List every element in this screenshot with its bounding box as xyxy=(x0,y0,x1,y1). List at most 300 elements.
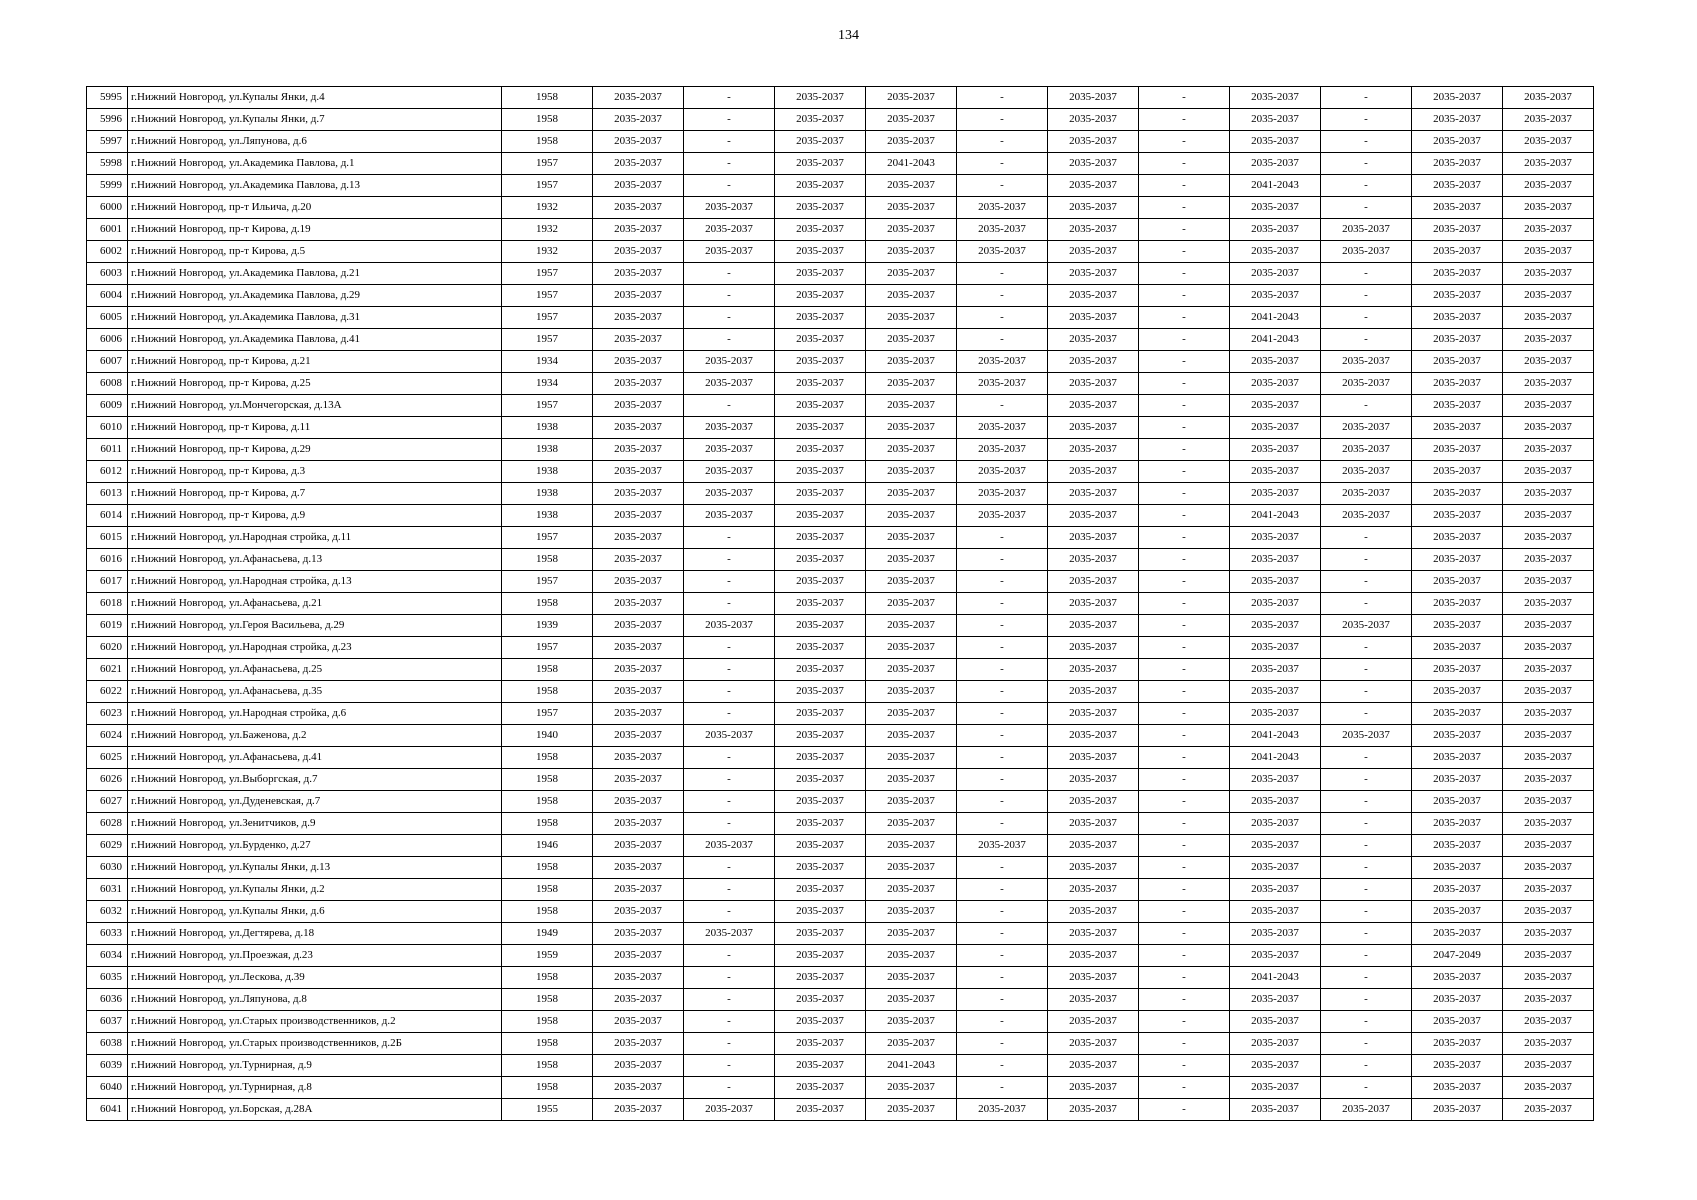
period-cell: 2035-2037 xyxy=(775,1055,866,1077)
period-cell: 2035-2037 xyxy=(1230,615,1321,637)
period-cell: 2035-2037 xyxy=(957,417,1048,439)
period-cell: 2035-2037 xyxy=(1230,791,1321,813)
period-cell: 2035-2037 xyxy=(1230,901,1321,923)
period-cell: 2035-2037 xyxy=(1412,131,1503,153)
period-cell: - xyxy=(957,1055,1048,1077)
period-cell: 2035-2037 xyxy=(1230,373,1321,395)
period-cell: 2035-2037 xyxy=(866,1011,957,1033)
period-cell: 2035-2037 xyxy=(593,219,684,241)
period-cell: - xyxy=(1139,87,1230,109)
period-cell: 2035-2037 xyxy=(775,351,866,373)
period-cell: 2035-2037 xyxy=(1503,923,1594,945)
period-cell: - xyxy=(1321,747,1412,769)
period-cell: - xyxy=(957,263,1048,285)
period-cell: 2035-2037 xyxy=(684,417,775,439)
period-cell: 2035-2037 xyxy=(593,263,684,285)
period-cell: 2035-2037 xyxy=(684,835,775,857)
period-cell: 2035-2037 xyxy=(1048,395,1139,417)
period-cell: 2035-2037 xyxy=(866,131,957,153)
table-row xyxy=(87,1033,1594,1055)
period-cell: - xyxy=(684,967,775,989)
period-cell: 2035-2037 xyxy=(684,439,775,461)
year-cell: 1939 xyxy=(502,615,593,637)
address-cell: г.Нижний Новгород, ул.Народная стройка, д.13 xyxy=(128,571,502,593)
period-cell: - xyxy=(684,263,775,285)
period-cell: - xyxy=(1321,395,1412,417)
period-cell: - xyxy=(684,571,775,593)
address-cell: г.Нижний Новгород, пр-т Кирова, д.25 xyxy=(128,373,502,395)
table-row xyxy=(87,153,1594,175)
period-cell: 2035-2037 xyxy=(1412,791,1503,813)
period-cell: 2035-2037 xyxy=(775,549,866,571)
period-cell: - xyxy=(1139,1033,1230,1055)
period-cell: - xyxy=(1139,835,1230,857)
period-cell: - xyxy=(957,307,1048,329)
period-cell: 2035-2037 xyxy=(775,725,866,747)
period-cell: 2035-2037 xyxy=(1503,571,1594,593)
period-cell: 2035-2037 xyxy=(1048,659,1139,681)
row-number-cell: 6028 xyxy=(87,813,128,835)
period-cell: 2035-2037 xyxy=(1412,835,1503,857)
period-cell: 2035-2037 xyxy=(1503,967,1594,989)
period-cell: 2035-2037 xyxy=(1048,131,1139,153)
period-cell: 2035-2037 xyxy=(1503,549,1594,571)
period-cell: - xyxy=(1321,835,1412,857)
period-cell: 2035-2037 xyxy=(1048,615,1139,637)
period-cell: 2035-2037 xyxy=(1412,1099,1503,1121)
period-cell: 2035-2037 xyxy=(1048,1033,1139,1055)
address-cell: г.Нижний Новгород, ул.Дуденевская, д.7 xyxy=(128,791,502,813)
period-cell: 2041-2043 xyxy=(866,153,957,175)
period-cell: 2035-2037 xyxy=(1412,175,1503,197)
period-cell: 2035-2037 xyxy=(1230,527,1321,549)
period-cell: - xyxy=(1321,989,1412,1011)
period-cell: 2035-2037 xyxy=(593,197,684,219)
period-cell: 2035-2037 xyxy=(1503,197,1594,219)
table-row xyxy=(87,329,1594,351)
period-cell: - xyxy=(1321,153,1412,175)
address-cell: г.Нижний Новгород, ул.Афанасьева, д.25 xyxy=(128,659,502,681)
year-cell: 1958 xyxy=(502,549,593,571)
period-cell: - xyxy=(957,857,1048,879)
period-cell: 2035-2037 xyxy=(775,791,866,813)
period-cell: - xyxy=(684,703,775,725)
period-cell: 2035-2037 xyxy=(593,681,684,703)
period-cell: 2035-2037 xyxy=(1412,769,1503,791)
year-cell: 1958 xyxy=(502,87,593,109)
period-cell: 2035-2037 xyxy=(1048,263,1139,285)
period-cell: 2035-2037 xyxy=(593,505,684,527)
period-cell: - xyxy=(1139,945,1230,967)
period-cell: 2035-2037 xyxy=(1503,307,1594,329)
year-cell: 1958 xyxy=(502,1033,593,1055)
row-number-cell: 6023 xyxy=(87,703,128,725)
period-cell: - xyxy=(684,329,775,351)
period-cell: 2035-2037 xyxy=(866,923,957,945)
year-cell: 1958 xyxy=(502,967,593,989)
table-row xyxy=(87,307,1594,329)
period-cell: 2035-2037 xyxy=(1503,373,1594,395)
period-cell: 2035-2037 xyxy=(1503,175,1594,197)
period-cell: 2035-2037 xyxy=(1048,989,1139,1011)
period-cell: 2035-2037 xyxy=(1503,461,1594,483)
period-cell: - xyxy=(1321,879,1412,901)
period-cell: - xyxy=(1139,219,1230,241)
period-cell: 2035-2037 xyxy=(1412,901,1503,923)
table-body xyxy=(87,87,1594,1121)
period-cell: 2035-2037 xyxy=(1412,615,1503,637)
period-cell: 2035-2037 xyxy=(957,241,1048,263)
year-cell: 1957 xyxy=(502,703,593,725)
row-number-cell: 6018 xyxy=(87,593,128,615)
table-row xyxy=(87,703,1594,725)
period-cell: 2035-2037 xyxy=(866,483,957,505)
period-cell: 2035-2037 xyxy=(1503,527,1594,549)
period-cell: 2035-2037 xyxy=(593,571,684,593)
period-cell: - xyxy=(1321,923,1412,945)
period-cell: 2035-2037 xyxy=(684,373,775,395)
period-cell: 2035-2037 xyxy=(1503,747,1594,769)
period-cell: 2035-2037 xyxy=(1048,417,1139,439)
period-cell: - xyxy=(684,549,775,571)
period-cell: 2035-2037 xyxy=(1412,351,1503,373)
table-row xyxy=(87,923,1594,945)
period-cell: 2041-2043 xyxy=(866,1055,957,1077)
address-cell: г.Нижний Новгород, ул.Купалы Янки, д.4 xyxy=(128,87,502,109)
period-cell: 2035-2037 xyxy=(1048,549,1139,571)
address-cell: г.Нижний Новгород, пр-т Кирова, д.21 xyxy=(128,351,502,373)
period-cell: - xyxy=(1139,285,1230,307)
period-cell: 2035-2037 xyxy=(1412,505,1503,527)
period-cell: - xyxy=(957,681,1048,703)
address-cell: г.Нижний Новгород, пр-т Кирова, д.29 xyxy=(128,439,502,461)
period-cell: 2035-2037 xyxy=(957,373,1048,395)
period-cell: - xyxy=(1139,681,1230,703)
period-cell: - xyxy=(1139,857,1230,879)
row-number-cell: 6014 xyxy=(87,505,128,527)
period-cell: 2035-2037 xyxy=(593,1077,684,1099)
period-cell: 2035-2037 xyxy=(775,395,866,417)
period-cell: 2035-2037 xyxy=(1503,901,1594,923)
row-number-cell: 6002 xyxy=(87,241,128,263)
period-cell: - xyxy=(957,901,1048,923)
period-cell: 2035-2037 xyxy=(1412,725,1503,747)
address-cell: г.Нижний Новгород, ул.Выборгская, д.7 xyxy=(128,769,502,791)
period-cell: - xyxy=(1321,901,1412,923)
period-cell: 2035-2037 xyxy=(866,549,957,571)
year-cell: 1938 xyxy=(502,461,593,483)
period-cell: 2035-2037 xyxy=(1412,967,1503,989)
period-cell: - xyxy=(684,637,775,659)
period-cell: 2035-2037 xyxy=(866,351,957,373)
period-cell: 2035-2037 xyxy=(957,439,1048,461)
address-cell: г.Нижний Новгород, ул.Лескова, д.39 xyxy=(128,967,502,989)
row-number-cell: 6019 xyxy=(87,615,128,637)
period-cell: 2035-2037 xyxy=(593,615,684,637)
period-cell: 2035-2037 xyxy=(1048,879,1139,901)
address-cell: г.Нижний Новгород, пр-т Кирова, д.7 xyxy=(128,483,502,505)
period-cell: - xyxy=(1321,857,1412,879)
row-number-cell: 6039 xyxy=(87,1055,128,1077)
period-cell: 2035-2037 xyxy=(593,285,684,307)
table-row xyxy=(87,197,1594,219)
period-cell: - xyxy=(1321,571,1412,593)
period-cell: 2035-2037 xyxy=(866,373,957,395)
period-cell: - xyxy=(1139,725,1230,747)
period-cell: 2035-2037 xyxy=(593,329,684,351)
year-cell: 1934 xyxy=(502,373,593,395)
table-row xyxy=(87,131,1594,153)
row-number-cell: 6038 xyxy=(87,1033,128,1055)
table-row xyxy=(87,1099,1594,1121)
period-cell: 2035-2037 xyxy=(1503,725,1594,747)
period-cell: 2035-2037 xyxy=(1230,1033,1321,1055)
period-cell: 2035-2037 xyxy=(1230,351,1321,373)
period-cell: 2035-2037 xyxy=(1412,373,1503,395)
period-cell: - xyxy=(1321,263,1412,285)
period-cell: 2035-2037 xyxy=(957,835,1048,857)
period-cell: 2035-2037 xyxy=(866,901,957,923)
period-cell: 2035-2037 xyxy=(1412,989,1503,1011)
period-cell: - xyxy=(957,791,1048,813)
period-cell: 2035-2037 xyxy=(1230,241,1321,263)
period-cell: - xyxy=(684,879,775,901)
period-cell: 2035-2037 xyxy=(684,483,775,505)
period-cell: - xyxy=(684,945,775,967)
period-cell: 2035-2037 xyxy=(1503,637,1594,659)
period-cell: - xyxy=(684,659,775,681)
period-cell: 2035-2037 xyxy=(866,593,957,615)
period-cell: - xyxy=(957,703,1048,725)
period-cell: - xyxy=(1139,131,1230,153)
period-cell: - xyxy=(684,527,775,549)
table-row xyxy=(87,109,1594,131)
period-cell: - xyxy=(684,1077,775,1099)
period-cell: - xyxy=(684,153,775,175)
table-row xyxy=(87,285,1594,307)
period-cell: 2035-2037 xyxy=(775,593,866,615)
period-cell: 2035-2037 xyxy=(593,791,684,813)
period-cell: 2035-2037 xyxy=(1230,813,1321,835)
row-number-cell: 6031 xyxy=(87,879,128,901)
period-cell: - xyxy=(684,791,775,813)
period-cell: 2035-2037 xyxy=(1230,153,1321,175)
period-cell: 2035-2037 xyxy=(593,131,684,153)
address-cell: г.Нижний Новгород, ул.Баженова, д.2 xyxy=(128,725,502,747)
period-cell: 2035-2037 xyxy=(957,505,1048,527)
period-cell: 2035-2037 xyxy=(775,87,866,109)
period-cell: - xyxy=(684,131,775,153)
period-cell: - xyxy=(1321,549,1412,571)
period-cell: 2035-2037 xyxy=(775,263,866,285)
period-cell: 2041-2043 xyxy=(1230,725,1321,747)
period-cell: - xyxy=(957,593,1048,615)
period-cell: 2035-2037 xyxy=(866,527,957,549)
period-cell: 2035-2037 xyxy=(1048,329,1139,351)
period-cell: - xyxy=(1321,175,1412,197)
address-cell: г.Нижний Новгород, ул.Ляпунова, д.8 xyxy=(128,989,502,1011)
period-cell: 2035-2037 xyxy=(1412,571,1503,593)
period-cell: 2035-2037 xyxy=(866,681,957,703)
address-cell: г.Нижний Новгород, ул.Народная стройка, д.6 xyxy=(128,703,502,725)
period-cell: 2035-2037 xyxy=(1230,879,1321,901)
period-cell: 2035-2037 xyxy=(1048,1055,1139,1077)
table-row xyxy=(87,1077,1594,1099)
period-cell: - xyxy=(957,1033,1048,1055)
period-cell: 2035-2037 xyxy=(593,923,684,945)
period-cell: 2035-2037 xyxy=(775,769,866,791)
period-cell: 2035-2037 xyxy=(1503,791,1594,813)
table-row xyxy=(87,395,1594,417)
period-cell: 2035-2037 xyxy=(866,813,957,835)
period-cell: - xyxy=(957,615,1048,637)
table-row xyxy=(87,769,1594,791)
period-cell: 2035-2037 xyxy=(775,681,866,703)
period-cell: 2035-2037 xyxy=(1230,989,1321,1011)
period-cell: 2035-2037 xyxy=(1048,725,1139,747)
period-cell: 2035-2037 xyxy=(866,945,957,967)
period-cell: 2035-2037 xyxy=(775,131,866,153)
address-cell: г.Нижний Новгород, ул.Купалы Янки, д.2 xyxy=(128,879,502,901)
period-cell: 2035-2037 xyxy=(866,725,957,747)
period-cell: 2035-2037 xyxy=(1503,1077,1594,1099)
period-cell: 2035-2037 xyxy=(593,109,684,131)
period-cell: 2041-2043 xyxy=(1230,747,1321,769)
period-cell: 2035-2037 xyxy=(1503,615,1594,637)
year-cell: 1958 xyxy=(502,769,593,791)
period-cell: 2035-2037 xyxy=(1321,505,1412,527)
period-cell: 2041-2043 xyxy=(1230,505,1321,527)
period-cell: 2035-2037 xyxy=(593,1055,684,1077)
year-cell: 1934 xyxy=(502,351,593,373)
period-cell: 2035-2037 xyxy=(1321,219,1412,241)
year-cell: 1932 xyxy=(502,219,593,241)
period-cell: 2035-2037 xyxy=(775,945,866,967)
period-cell: 2035-2037 xyxy=(1503,351,1594,373)
period-cell: 2035-2037 xyxy=(1503,945,1594,967)
period-cell: 2035-2037 xyxy=(866,747,957,769)
period-cell: - xyxy=(1321,527,1412,549)
row-number-cell: 6012 xyxy=(87,461,128,483)
period-cell: - xyxy=(684,857,775,879)
period-cell: - xyxy=(1139,879,1230,901)
period-cell: - xyxy=(1321,329,1412,351)
table-row xyxy=(87,87,1594,109)
period-cell: - xyxy=(1139,461,1230,483)
period-cell: 2035-2037 xyxy=(593,549,684,571)
period-cell: 2035-2037 xyxy=(866,879,957,901)
period-cell: 2035-2037 xyxy=(1412,527,1503,549)
period-cell: 2035-2037 xyxy=(593,175,684,197)
period-cell: 2035-2037 xyxy=(1048,351,1139,373)
period-cell: - xyxy=(684,175,775,197)
period-cell: 2035-2037 xyxy=(593,483,684,505)
period-cell: 2035-2037 xyxy=(684,197,775,219)
period-cell: - xyxy=(957,725,1048,747)
period-cell: 2035-2037 xyxy=(775,197,866,219)
period-cell: 2035-2037 xyxy=(1412,417,1503,439)
period-cell: 2035-2037 xyxy=(1412,681,1503,703)
table-row xyxy=(87,263,1594,285)
period-cell: 2035-2037 xyxy=(1503,417,1594,439)
period-cell: - xyxy=(1139,703,1230,725)
period-cell: 2035-2037 xyxy=(1321,725,1412,747)
period-cell: 2035-2037 xyxy=(1230,417,1321,439)
table-row xyxy=(87,967,1594,989)
period-cell: - xyxy=(1139,637,1230,659)
period-cell: - xyxy=(957,109,1048,131)
address-cell: г.Нижний Новгород, ул.Академика Павлова, д.13 xyxy=(128,175,502,197)
period-cell: - xyxy=(684,593,775,615)
period-cell: 2035-2037 xyxy=(957,461,1048,483)
period-cell: 2035-2037 xyxy=(1503,989,1594,1011)
period-cell: 2035-2037 xyxy=(593,373,684,395)
period-cell: 2035-2037 xyxy=(1048,945,1139,967)
period-cell: 2035-2037 xyxy=(1503,219,1594,241)
period-cell: - xyxy=(1321,813,1412,835)
table-row xyxy=(87,1055,1594,1077)
period-cell: 2035-2037 xyxy=(866,659,957,681)
row-number-cell: 5995 xyxy=(87,87,128,109)
period-cell: 2035-2037 xyxy=(684,505,775,527)
row-number-cell: 6041 xyxy=(87,1099,128,1121)
period-cell: - xyxy=(1321,703,1412,725)
period-cell: 2035-2037 xyxy=(957,351,1048,373)
year-cell: 1958 xyxy=(502,109,593,131)
period-cell: - xyxy=(1139,175,1230,197)
row-number-cell: 6036 xyxy=(87,989,128,1011)
period-cell: 2035-2037 xyxy=(866,109,957,131)
period-cell: 2035-2037 xyxy=(1230,285,1321,307)
period-cell: 2035-2037 xyxy=(593,439,684,461)
period-cell: 2035-2037 xyxy=(1412,461,1503,483)
table-row xyxy=(87,637,1594,659)
period-cell: 2035-2037 xyxy=(1048,109,1139,131)
period-cell: - xyxy=(1321,1033,1412,1055)
period-cell: 2035-2037 xyxy=(775,857,866,879)
period-cell: - xyxy=(957,879,1048,901)
row-number-cell: 6037 xyxy=(87,1011,128,1033)
table-row xyxy=(87,593,1594,615)
period-cell: - xyxy=(1321,967,1412,989)
period-cell: - xyxy=(1139,373,1230,395)
period-cell: 2035-2037 xyxy=(866,285,957,307)
period-cell: 2035-2037 xyxy=(1230,439,1321,461)
year-cell: 1932 xyxy=(502,241,593,263)
address-cell: г.Нижний Новгород, ул.Ляпунова, д.6 xyxy=(128,131,502,153)
period-cell: - xyxy=(957,747,1048,769)
period-cell: - xyxy=(957,1011,1048,1033)
period-cell: - xyxy=(1139,417,1230,439)
period-cell: - xyxy=(1321,1055,1412,1077)
period-cell: 2035-2037 xyxy=(1230,549,1321,571)
period-cell: - xyxy=(1321,197,1412,219)
table-row xyxy=(87,175,1594,197)
period-cell: 2035-2037 xyxy=(1048,439,1139,461)
period-cell: - xyxy=(684,285,775,307)
period-cell: - xyxy=(1139,109,1230,131)
period-cell: 2035-2037 xyxy=(1048,791,1139,813)
period-cell: - xyxy=(1321,681,1412,703)
period-cell: 2035-2037 xyxy=(1230,1099,1321,1121)
row-number-cell: 6005 xyxy=(87,307,128,329)
period-cell: 2035-2037 xyxy=(1048,219,1139,241)
row-number-cell: 6008 xyxy=(87,373,128,395)
period-cell: 2035-2037 xyxy=(775,307,866,329)
year-cell: 1958 xyxy=(502,1011,593,1033)
period-cell: 2035-2037 xyxy=(1321,1099,1412,1121)
page-number: 134 xyxy=(838,28,859,43)
